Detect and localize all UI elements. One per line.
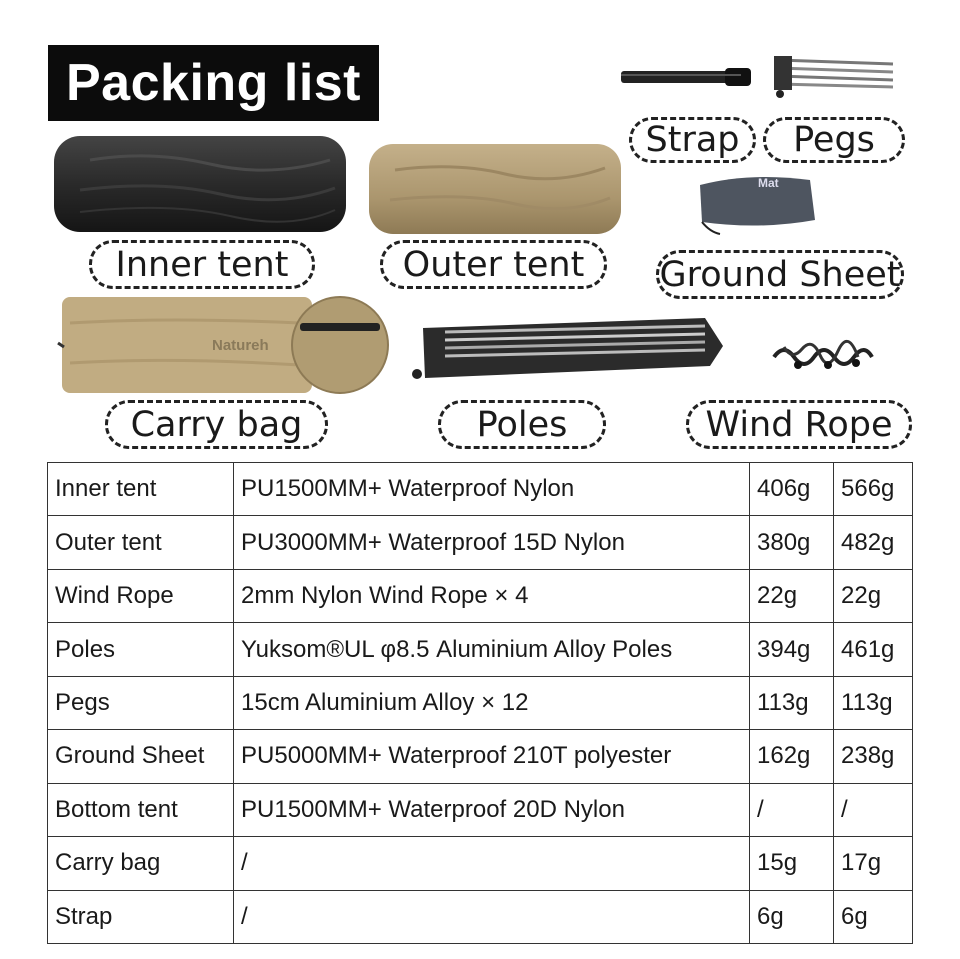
table-row: [48, 837, 913, 890]
carry-bag-label: Carry bag: [105, 400, 328, 449]
weight-cell-2: 566g: [834, 463, 913, 516]
material-cell: Yuksom®UL φ8.5 Aluminium Alloy Poles: [234, 623, 750, 676]
poles-label: Poles: [438, 400, 606, 449]
material-cell: 2mm Nylon Wind Rope × 4: [234, 569, 750, 622]
ground-sheet-bag-image: [690, 170, 820, 240]
table-row: [48, 569, 913, 622]
item-name-cell: Outer tent: [48, 516, 234, 569]
inner-tent-image: [50, 130, 350, 240]
material-cell: /: [234, 837, 750, 890]
wind-rope-label: Wind Rope: [686, 400, 912, 449]
table-row: [48, 623, 913, 676]
weight-cell-1: 6g: [750, 890, 834, 944]
ground-sheet-label: Ground Sheet: [656, 250, 904, 299]
table-row: [48, 730, 913, 783]
naturehike-brand-text: Natureh: [212, 337, 269, 354]
table-row: [48, 890, 913, 944]
material-cell: PU1500MM+ Waterproof 20D Nylon: [234, 783, 750, 836]
weight-cell-1: 113g: [750, 676, 834, 729]
weight-cell-2: 6g: [834, 890, 913, 944]
pegs-label: Pegs: [763, 117, 905, 163]
item-name-cell: Carry bag: [48, 837, 234, 890]
item-name-cell: Ground Sheet: [48, 730, 234, 783]
strap-label: Strap: [629, 117, 756, 163]
weight-cell-2: 113g: [834, 676, 913, 729]
inner-tent-label: Inner tent: [89, 240, 315, 289]
weight-cell-1: /: [750, 783, 834, 836]
outer-tent-label: Outer tent: [380, 240, 607, 289]
mat-brand-text: Mat: [758, 176, 779, 190]
weight-cell-1: 380g: [750, 516, 834, 569]
strap-image: [615, 62, 755, 92]
material-cell: /: [234, 890, 750, 944]
item-name-cell: Bottom tent: [48, 783, 234, 836]
weight-cell-2: 482g: [834, 516, 913, 569]
material-cell: PU3000MM+ Waterproof 15D Nylon: [234, 516, 750, 569]
material-cell: PU1500MM+ Waterproof Nylon: [234, 463, 750, 516]
weight-cell-2: 22g: [834, 569, 913, 622]
outer-tent-image: [365, 140, 625, 240]
weight-cell-1: 394g: [750, 623, 834, 676]
table-row: [48, 783, 913, 836]
table-row: [48, 676, 913, 729]
weight-cell-1: 162g: [750, 730, 834, 783]
carry-bag-image: [50, 293, 390, 398]
page-title: Packing list: [48, 45, 379, 121]
item-name-cell: Pegs: [48, 676, 234, 729]
weight-cell-1: 15g: [750, 837, 834, 890]
item-name-cell: Wind Rope: [48, 569, 234, 622]
item-name-cell: Strap: [48, 890, 234, 944]
material-cell: 15cm Aluminium Alloy × 12: [234, 676, 750, 729]
table-row: [48, 516, 913, 569]
weight-cell-2: /: [834, 783, 913, 836]
item-name-cell: Poles: [48, 623, 234, 676]
weight-cell-2: 461g: [834, 623, 913, 676]
weight-cell-2: 238g: [834, 730, 913, 783]
weight-cell-1: 406g: [750, 463, 834, 516]
material-cell: PU5000MM+ Waterproof 210T polyester: [234, 730, 750, 783]
item-name-cell: Inner tent: [48, 463, 234, 516]
pegs-image: [768, 50, 898, 100]
weight-cell-2: 17g: [834, 837, 913, 890]
spec-table: [47, 462, 913, 944]
wind-rope-image: [768, 335, 878, 380]
poles-image: [405, 308, 725, 388]
table-row: [48, 463, 913, 516]
weight-cell-1: 22g: [750, 569, 834, 622]
